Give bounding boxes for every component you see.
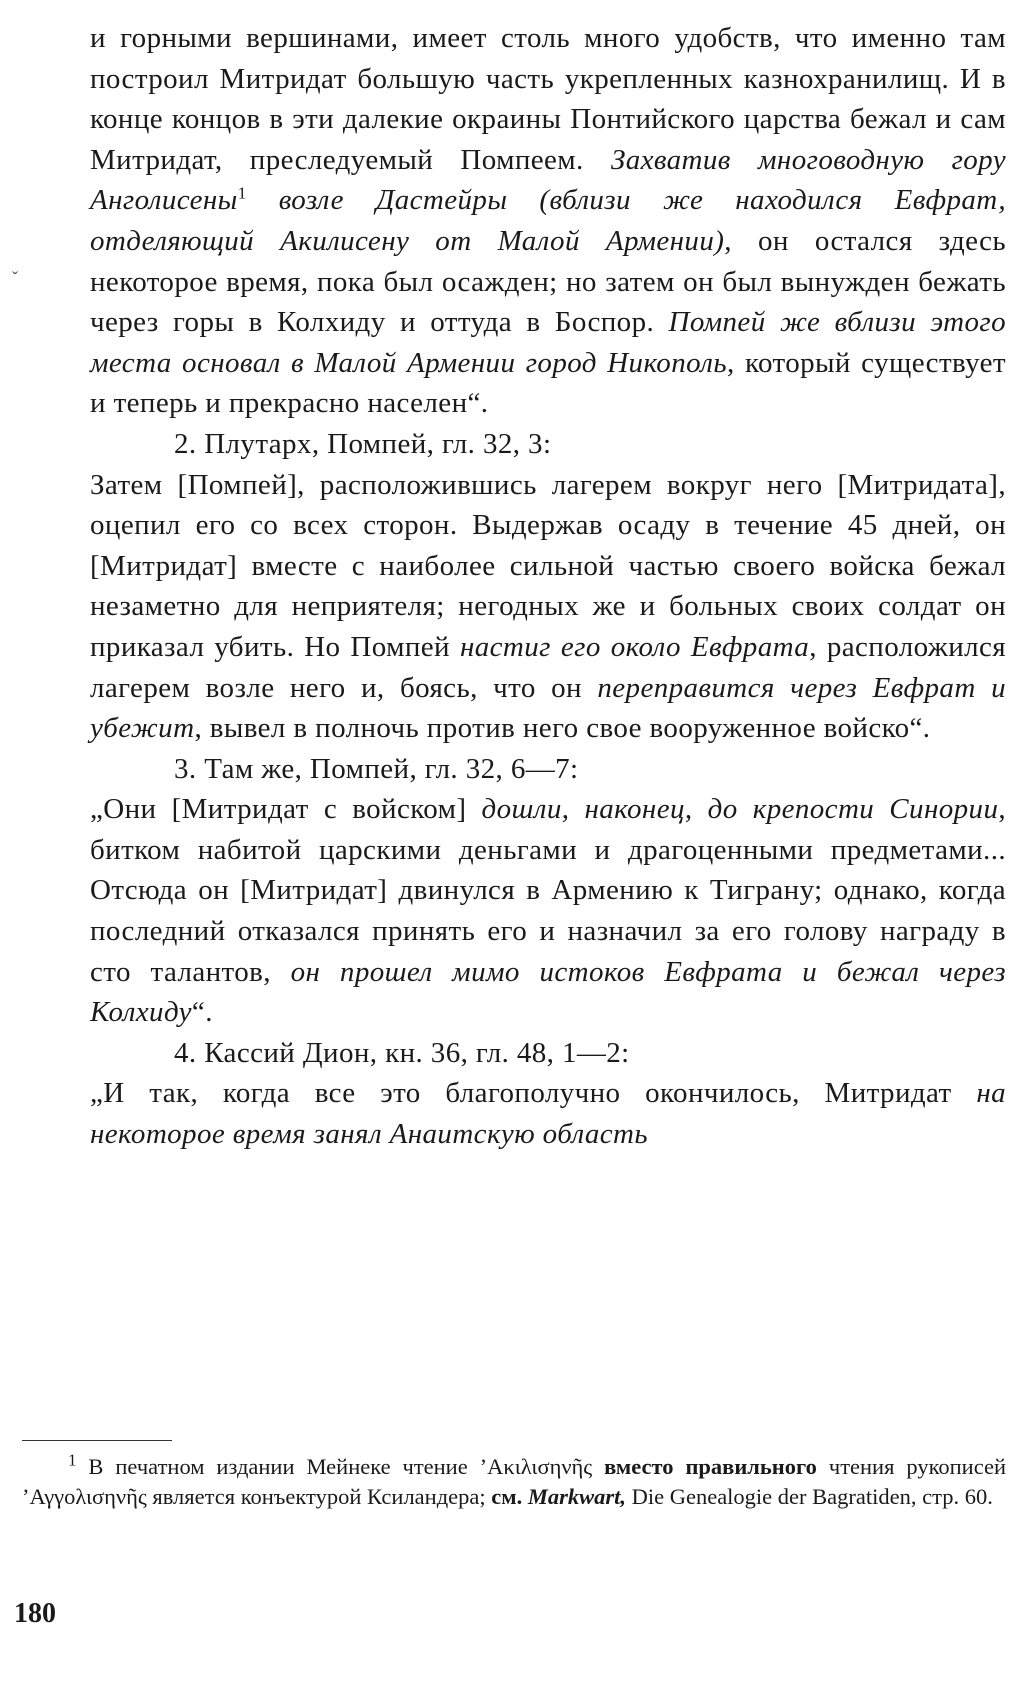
author-name: Markwart, — [522, 1484, 626, 1509]
text-run: „Они [Митридат с войском] — [90, 793, 482, 826]
footnote-divider — [22, 1440, 172, 1441]
italic-run: на некоторое время занял Анаитскую область — [90, 1077, 1006, 1151]
text-run: „И так, когда все это благополучно окончилось, Митридат — [90, 1077, 977, 1110]
text-run: Die Genealogie der Bagratiden, стр. 60. — [625, 1484, 993, 1509]
text-run: , расположился лагерем возле него и, боясь, что он — [90, 630, 1007, 704]
margin-mark: ˇ — [12, 268, 18, 288]
source-heading-3: 3. Там же, Помпей, гл. 32, 6—7: — [174, 752, 579, 785]
footnote-reference: 1 — [237, 183, 247, 203]
footnote-number: 1 — [68, 1450, 77, 1470]
text-run: Затем [Помпей], расположившись лагерем вокруг него [Митридата], оцепил его со всех сторон. Выдержав осаду в течение 45 дней, он [Митридат] вместе с наиболее сильной частью своего войска бежал незаметно для неприятеля; негодных же и больных своих солдат он приказал убить. Но Помпей — [90, 468, 1006, 663]
italic-run: возле Дастейры (вблизи же находился Евфрат, отделяющий Акилисену от Малой Армении) — [90, 184, 1006, 257]
text-run: , битком набитой царскими деньгами и драгоценными предметами... Отсюда он [Митридат] двинулся в Армению к Тиграну; однако, когда последний отказался принять его и назначил за его голову награду в сто талантов, — [90, 793, 1006, 988]
paragraph-2 — [90, 465, 1006, 749]
source-heading-4: 4. Кассий Дион, кн. 36, гл. 48, 1—2: — [174, 1036, 630, 1069]
source-heading-2: 2. Плутарх, Помпей, гл. 32, 3: — [174, 427, 552, 460]
italic-run: Захватив многоводную гору Анголисены — [90, 143, 1006, 217]
text-run: и горными вершинами, имеет столь много удобств, что именно там построил Митридат большую часть укрепленных казнохранилищ. И в конце концов в эти далекие окраины Понтийского царства бежал и сам Митридат, преследуемый Помпеем. — [90, 22, 1006, 176]
main-text — [90, 18, 1006, 1155]
italic-run: настиг его около Евфрата — [459, 630, 810, 663]
text-run: , вывел в полночь против него свое вооруженное войско“. — [194, 712, 931, 745]
text-run: “. — [191, 996, 213, 1029]
italic-run: дошли, наконец, до крепости Синории — [481, 793, 999, 826]
paragraph-4 — [90, 1073, 1006, 1154]
text-run: , который существует и теперь и прекрасно населен“. — [90, 346, 1006, 420]
footnote — [22, 1452, 1006, 1512]
paragraph-3 — [90, 789, 1006, 1033]
bold-run: вместо правильного — [604, 1454, 817, 1479]
text-run: В печатном издании Мейнеке чтение ’Ακιλισηνῆς — [76, 1454, 605, 1479]
text-run: , он остался здесь некоторое время, пока был осажден; но затем он был вынужден бежать через горы в Колхиду и оттуда в Боспор. — [90, 224, 1006, 339]
italic-run: Помпей же вблизи этого места основал в Малой Армении город Никополь — [90, 306, 1007, 379]
page-number: 180 — [14, 1598, 56, 1629]
paragraph-1 — [90, 18, 1006, 424]
italic-run: он прошел мимо истоков Евфрата и бежал через Колхиду — [90, 955, 1006, 1029]
italic-run: переправится через Евфрат и убежит — [90, 671, 1006, 745]
text-run: чтения рукописей ’Αγγολισηνῆς является конъектурой Ксиландера; — [22, 1454, 1006, 1509]
bold-run: см. — [491, 1484, 523, 1509]
